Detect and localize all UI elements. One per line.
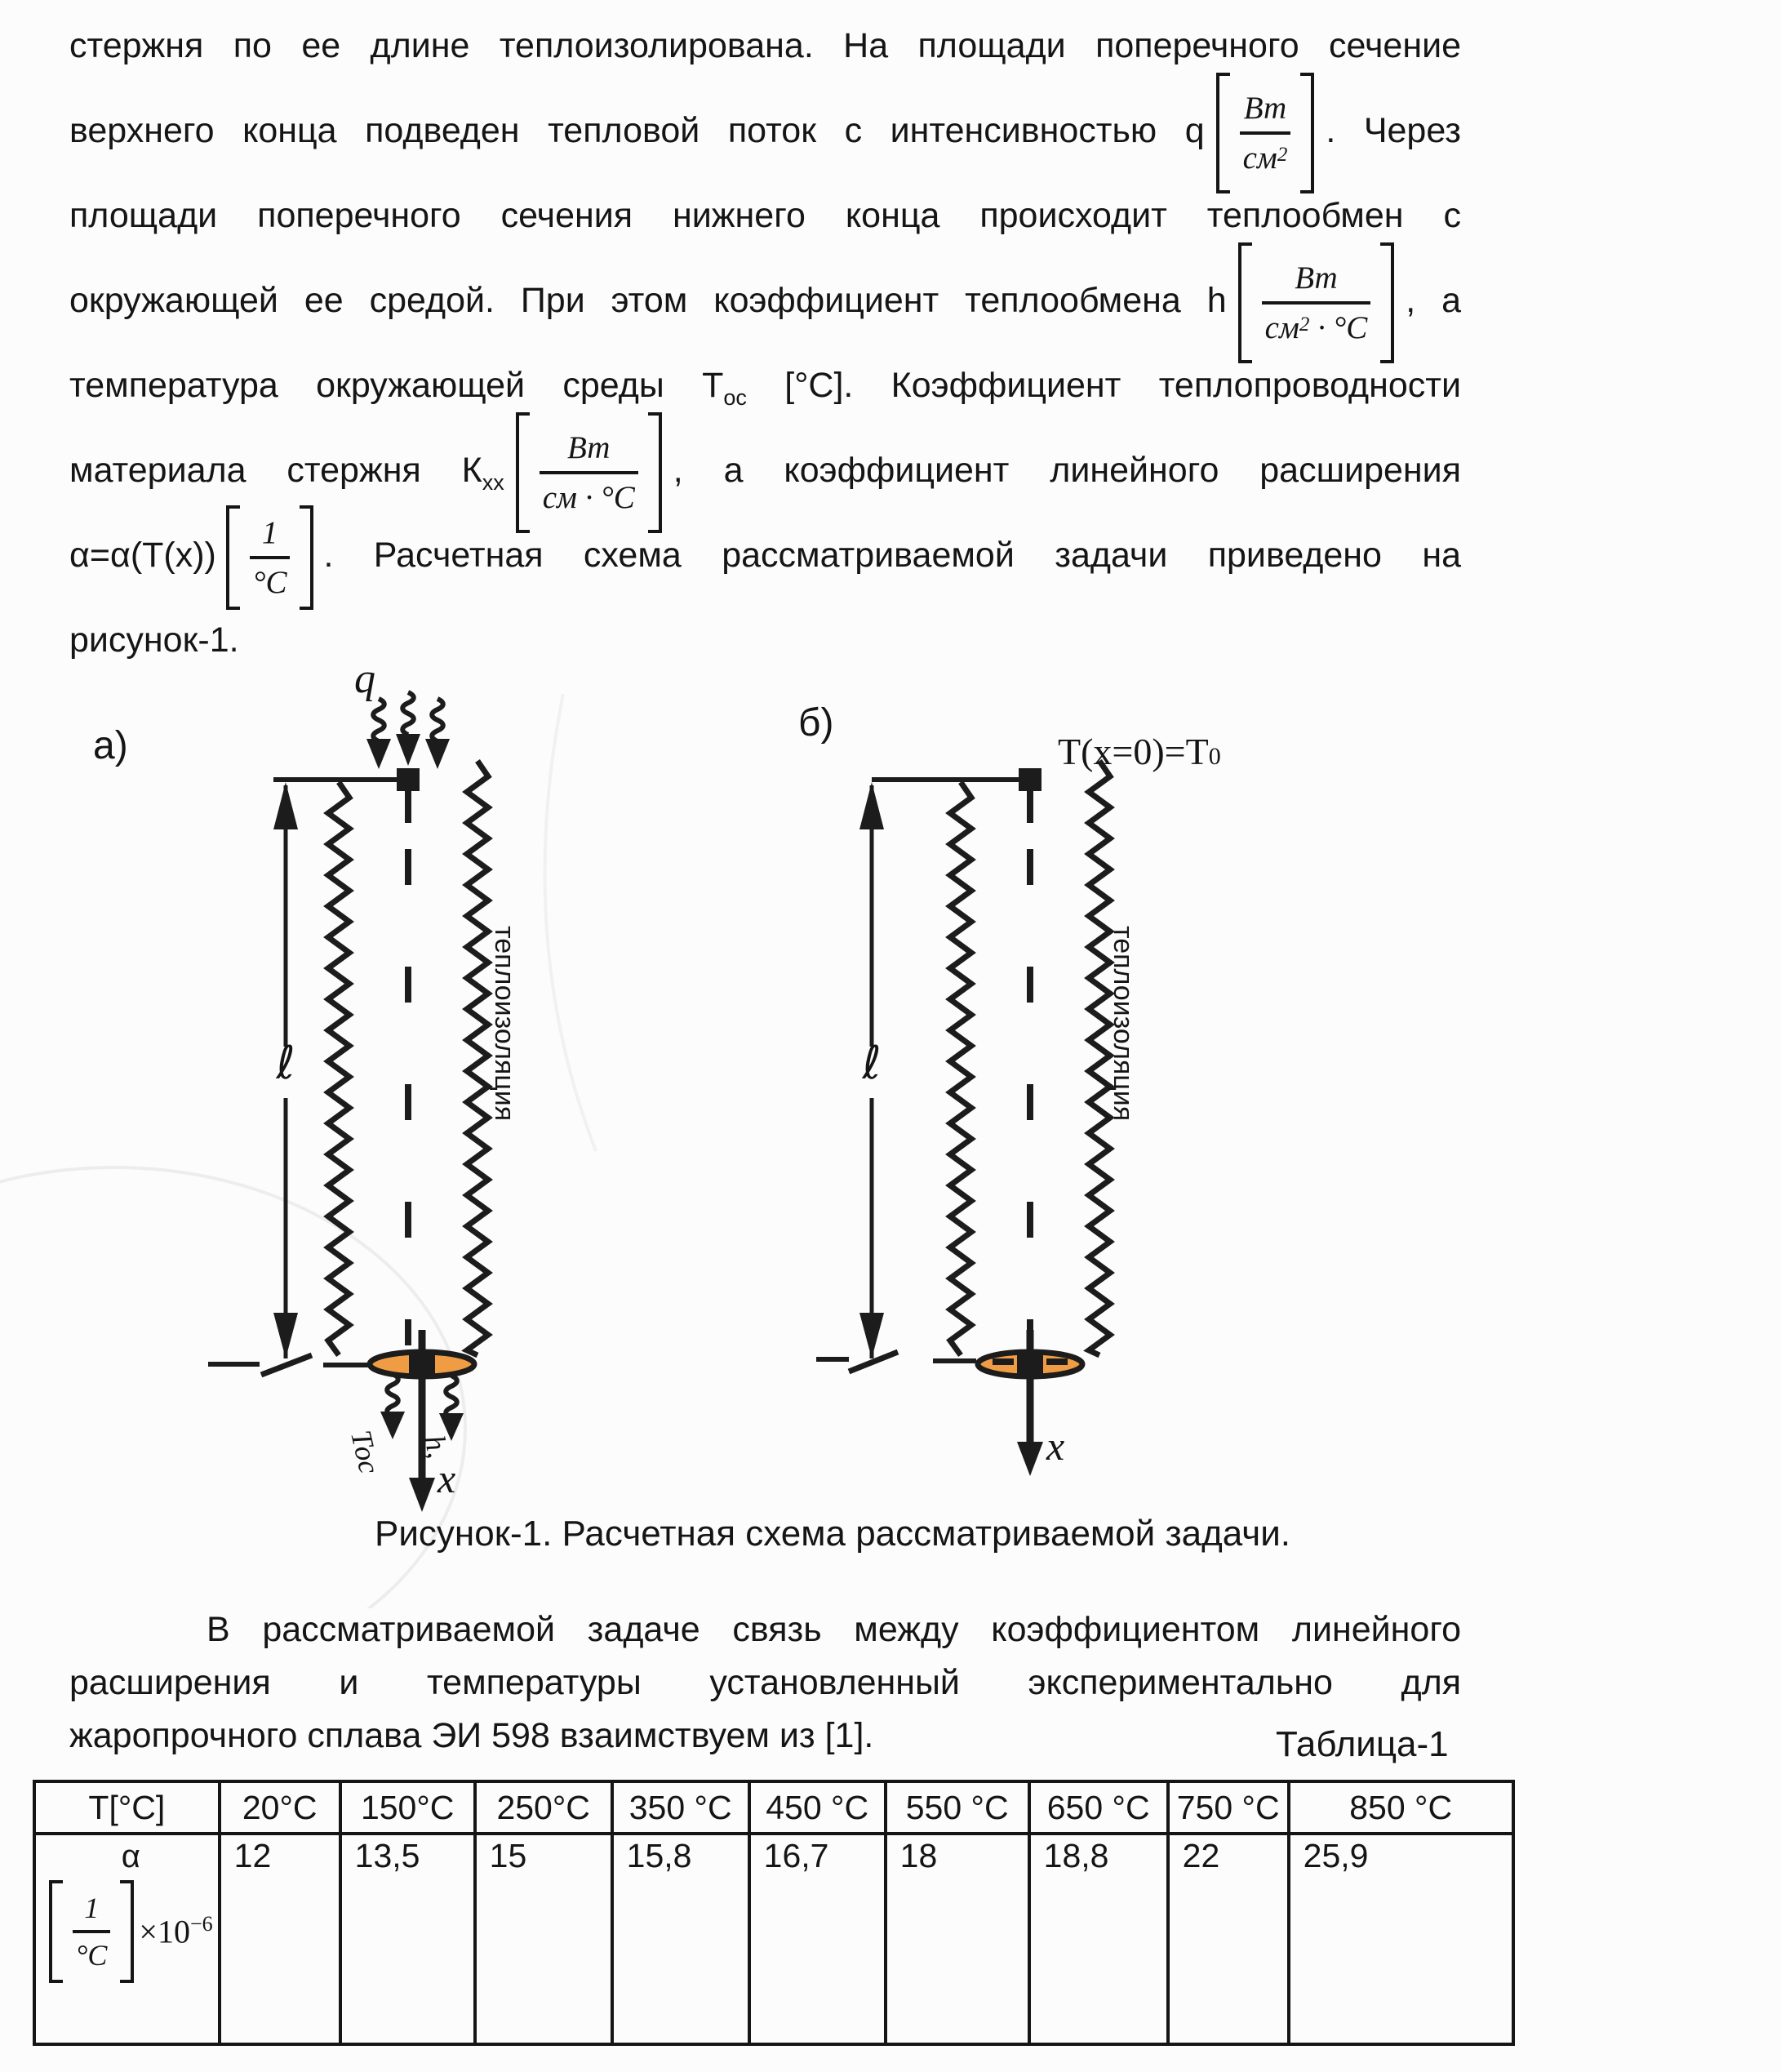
alpha-value-cell: 25,9	[1289, 1834, 1513, 2044]
text-run: , а коэффициент линейного расширения	[673, 451, 1461, 490]
text-run: площади поперечного сечения нижнего конца происходит теплообмен с	[69, 196, 1461, 235]
paragraph-problem-description	[69, 3, 1461, 683]
ambient-temp-label: Тос	[344, 1427, 386, 1477]
heat-flux-arrow	[373, 699, 384, 741]
header-temp-col: 650 °С	[1029, 1781, 1168, 1834]
formula-denominator: $см^2 \cdot ^\circ С$	[1264, 309, 1368, 345]
text-run: стержня по ее длине теплоизолирована. На площади поперечного сечение	[69, 26, 1461, 65]
scan-artifact	[545, 694, 597, 1151]
length-label-b: ℓ	[862, 1037, 882, 1090]
formula-numerator: Вт	[1295, 260, 1338, 296]
alpha-value-cell: 22	[1168, 1834, 1289, 2044]
text-line-with-k-units	[69, 428, 1461, 513]
right-bracket	[300, 505, 313, 610]
figure-caption: Рисунок-1. Расчетная схема рассматриваемой задачи.	[375, 1514, 1290, 1554]
alpha-value-cell: 15,8	[612, 1834, 749, 2044]
text-line-with-h-units	[69, 258, 1461, 343]
paragraph-table-intro	[69, 1603, 1461, 1763]
formula-denominator: см · °С	[542, 479, 635, 515]
header-temp-col: 850 °С	[1289, 1781, 1513, 1834]
insulation-zigzag-right	[467, 761, 488, 1355]
text-line	[69, 1656, 1461, 1710]
table-value-row	[34, 1834, 1513, 2044]
bottom-node	[1017, 1351, 1043, 1377]
header-temp-col: 350 °С	[612, 1781, 749, 1834]
arrowhead	[366, 739, 391, 769]
insulation-zigzag-left	[950, 782, 971, 1355]
rod-top-node	[1019, 768, 1042, 791]
arrowhead-down	[859, 1313, 884, 1358]
figure-line-art	[0, 669, 1781, 1608]
table-header-row	[34, 1781, 1513, 1834]
subscript: хх	[482, 470, 504, 495]
table-label: Таблица-1	[1276, 1724, 1449, 1764]
text-line-with-q-units	[69, 88, 1461, 176]
diagram-b-label: б)	[798, 701, 834, 745]
text-run: α=α(Т(х))	[69, 536, 216, 575]
alpha-value-cell: 15	[475, 1834, 612, 2044]
text-line	[69, 343, 1461, 428]
subscript: ос	[723, 385, 747, 410]
formula-numerator: 1	[261, 514, 278, 550]
formula-numerator: Вт	[1243, 90, 1287, 126]
arrowhead	[425, 739, 450, 769]
arrowhead	[396, 734, 420, 766]
rod-top-node	[397, 768, 420, 791]
multiplier: $\times 10^{-6}$	[139, 1912, 213, 1950]
arrowhead-up	[273, 782, 298, 829]
text-line	[69, 1710, 1461, 1763]
length-label-a: ℓ	[276, 1037, 295, 1090]
alpha-value-cell: 18	[886, 1834, 1029, 2044]
arrowhead-down	[273, 1313, 298, 1358]
q-flux-label: q	[354, 656, 375, 702]
figure-1-schematic	[0, 656, 1781, 1608]
alpha-units-formula: $\frac{1}{^\circ С}$	[49, 1880, 134, 1983]
alpha-value-cell: 18,8	[1029, 1834, 1168, 2044]
heat-transfer-coef-label: h,	[418, 1432, 455, 1461]
alpha-symbol: α	[121, 1839, 140, 1874]
arrowhead	[1017, 1442, 1043, 1476]
alpha-row-header	[34, 1834, 220, 2044]
insulation-zigzag-left	[328, 782, 349, 1355]
header-temp-col: 450 °С	[749, 1781, 886, 1834]
bottom-node	[409, 1351, 435, 1377]
header-temp-col: 550 °С	[886, 1781, 1029, 1834]
text-run: . Расчетная схема рассматриваемой задачи приведено на	[323, 536, 1461, 575]
formula-denominator: $см^2$	[1242, 140, 1288, 176]
header-temperature: Т[°С]	[34, 1781, 220, 1834]
text-run: расширения и температуры установленный экспериментально для	[69, 1663, 1461, 1702]
x-axis-label-b: x	[1046, 1423, 1065, 1469]
alpha-value-cell: 16,7	[749, 1834, 886, 2044]
arrowhead	[409, 1478, 435, 1512]
alpha-units	[49, 1880, 213, 1983]
alpha-value-cell: 13,5	[340, 1834, 475, 2044]
alpha-units-formula	[226, 505, 314, 610]
text-run: [°С]. Коэффициент теплопроводности	[746, 366, 1462, 405]
diagram-a	[208, 692, 488, 1512]
text-line-with-alpha-units	[69, 513, 1461, 598]
convection-arrow	[446, 1376, 457, 1418]
text-line	[69, 1603, 1461, 1656]
diagram-b	[816, 761, 1110, 1476]
header-temp-col: 250°С	[475, 1781, 612, 1834]
header-temp-col: 20°С	[220, 1781, 340, 1834]
boundary-condition-label: T(x=0)=T0	[1058, 731, 1221, 772]
text-run: материала стержня К	[69, 451, 482, 490]
heat-flux-arrow	[402, 692, 414, 735]
insulation-label-a: теплоизоляция	[489, 926, 520, 1122]
diagram-a-label: а)	[93, 724, 128, 767]
formula-numerator: Вт	[567, 429, 611, 465]
text-run: рисунок-1.	[69, 620, 239, 660]
arrowhead-up	[859, 782, 884, 829]
text-run: жаропрочного сплава ЭИ 598 взаимствуем из [1].	[69, 1716, 874, 1755]
x-axis-label-a: x	[437, 1456, 456, 1501]
alpha-temperature-table	[33, 1780, 1515, 2046]
text-run: В рассматриваемой задаче связь между коэффициентом линейного	[207, 1610, 1461, 1649]
text-run: , а	[1406, 281, 1461, 320]
header-temp-col: 750 °С	[1168, 1781, 1289, 1834]
text-run: верхнего конца подведен тепловой поток с интенсивностью q	[69, 111, 1205, 150]
formula-denominator: °С	[252, 564, 287, 600]
text-run: окружающей ее средой. При этом коэффициент теплообмена h	[69, 281, 1227, 320]
insulation-label-b: теплоизоляция	[1108, 926, 1139, 1122]
heat-flux-arrow	[432, 699, 443, 741]
convection-arrow	[387, 1374, 398, 1416]
text-run: температура окружающей среды Т	[69, 366, 724, 405]
right-bracket	[120, 1880, 134, 1983]
left-bracket	[226, 505, 240, 610]
alpha-value-cell: 12	[220, 1834, 340, 2044]
text-run: . Через	[1326, 111, 1461, 150]
header-temp-col: 150°С	[340, 1781, 475, 1834]
left-bracket	[49, 1880, 63, 1983]
arrowhead	[380, 1412, 405, 1439]
